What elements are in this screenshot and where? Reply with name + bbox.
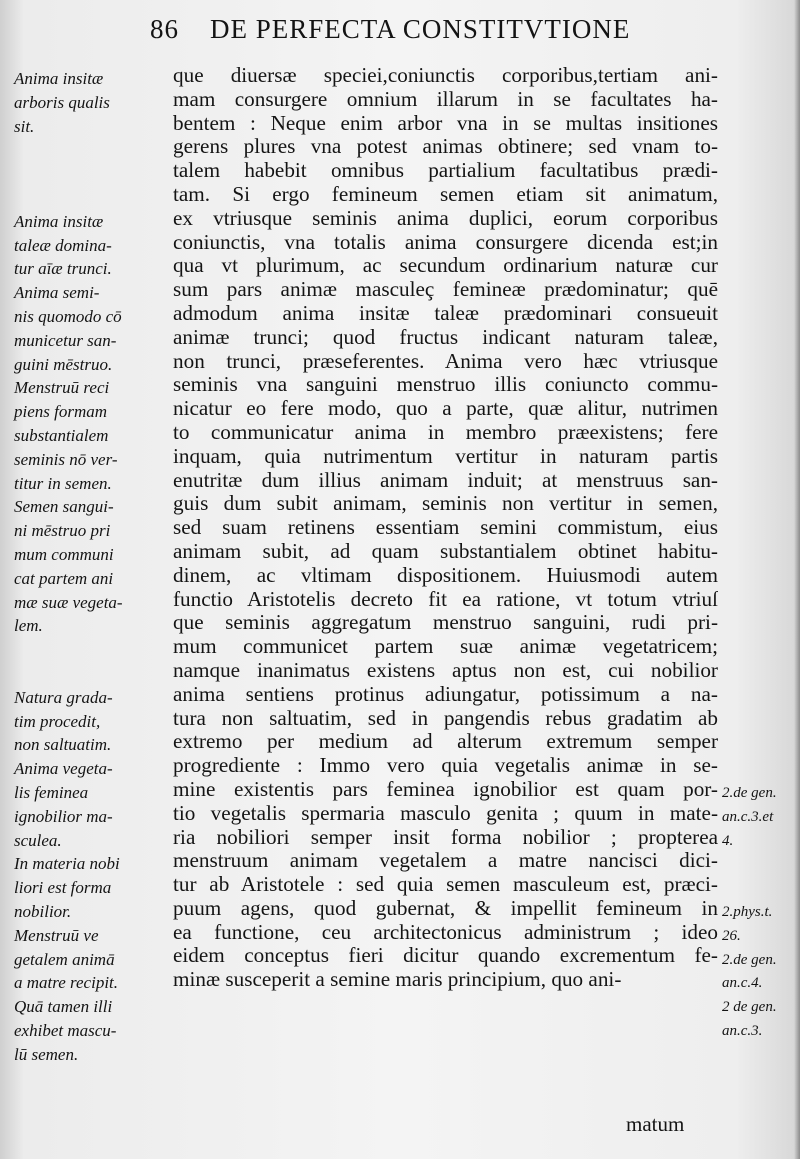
text-line: mam consurgere omnium illarum in se facultates ha- (173, 87, 718, 111)
citation-note-line: 2.de gen. (722, 951, 777, 968)
text-line: talem habebit omnibus partialium facultatibus prædi- (173, 159, 718, 183)
citation-note-line: an.c.4. (722, 975, 763, 992)
text-line: ea functione, ceu architectonicus administrum ; ideo (173, 920, 718, 944)
marginal-note-line: seminis nō ver- (14, 449, 118, 469)
marginal-note-line: nobilior. (14, 902, 72, 921)
marginal-note-line: Quā tamen illi (14, 997, 113, 1017)
marginal-note-line: substantialem (14, 426, 109, 445)
marginal-note-line: Menstruū reci (14, 378, 110, 398)
marginal-note-line: Anima insitæ (14, 69, 104, 88)
text-line: enutritæ dum illius animam induit; at menstruus san- (173, 468, 718, 492)
citation-note-line: 2 de gen. (722, 999, 777, 1016)
marginal-note-line: In materia nobi (14, 854, 120, 874)
text-line: guis dum subit animam, seminis non vertitur in semen, (173, 492, 718, 516)
marginal-note-line: Semen sangui- (14, 497, 114, 517)
marginal-note-line: taleæ domina- (14, 235, 112, 255)
text-line: tura non saltuatim, sed in pangendis rebus gradatim ab (173, 706, 718, 730)
marginal-note-line: Natura grada- (14, 687, 113, 707)
marginal-note-line: non saltuatim. (14, 735, 112, 755)
text-line: mine existentis pars feminea ignobilior est quam por- (173, 777, 718, 801)
marginal-note-line: municetur san- (14, 330, 117, 350)
citation-note-line: 2.de gen. (722, 785, 777, 801)
marginal-note-line: ignobilior ma- (14, 806, 113, 826)
marginal-note-line: getalem animā (14, 949, 115, 969)
marginal-note-line: ni mēstruo pri (14, 521, 111, 541)
text-line: eidem conceptus fieri dicitur quando excrementum fe- (173, 944, 718, 968)
text-line: seminis vna sanguini menstruo illis coniuncto commu- (173, 373, 718, 397)
text-line: puum agens, quod gubernat, & impellit femineum in (173, 896, 718, 920)
marginal-note-line: Anima semi- (14, 283, 100, 303)
text-line: minæ susceperit a semine maris principium, quo ani- (173, 968, 622, 992)
text-line: gerens plures vna potest animas obtinere; sed vnam to- (173, 135, 718, 159)
catchword: matum (626, 1112, 685, 1136)
text-line: inquam, quia nutrimentum vertitur in naturam partis (173, 444, 718, 468)
main-text-block (173, 64, 718, 992)
text-line: nicatur eo fere modo, quo a parte, quæ alitur, nutrimen (173, 397, 718, 421)
marginal-note-line: sculea. (14, 830, 62, 850)
marginal-note-line: piens formam (14, 402, 108, 422)
marginal-note-line: mæ suæ vegeta- (14, 592, 123, 612)
text-line: que seminis aggregatum menstruo sanguini, rudi pri- (173, 611, 718, 635)
text-line: tio vegetalis spermaria masculo genita ; quum in mate- (173, 801, 718, 825)
text-line: functio Aristotelis decreto fit ea ratione, vt totum vtriuſ (173, 587, 718, 611)
text-line: tam. Si ergo femineum semen etiam sit animatum, (173, 182, 718, 206)
citation-note-line: an.c.3.et (722, 808, 774, 825)
marginal-note-line: nis quomodo cō (14, 307, 122, 326)
text-line: ex vtriusque seminis anima duplici, eorum corporibus (173, 206, 718, 230)
citation-note-line: an.c.3. (722, 1023, 763, 1039)
text-line: coniunctis, vna totalis anima consurgere dicenda est;in (173, 230, 718, 254)
text-line: extremo per medium ad alterum extremum semper (173, 730, 718, 754)
marginal-note-line: tim procedit, (14, 711, 101, 731)
running-title: DE PERFECTA CONSTITVTIONE (210, 14, 631, 44)
marginal-note-line: exhibet mascu- (14, 1021, 117, 1040)
text-line: ria nobiliori semper insit forma nobilior ; propterea (173, 825, 718, 849)
text-line: animæ trunci; quod fructus indicant naturam taleæ, (173, 325, 718, 349)
citation-note-line: 2.phys.t. (722, 904, 773, 920)
text-line: sed suam retinens essentiam semini commistum, eius (173, 516, 718, 540)
marginal-note-line: titur in semen. (14, 473, 112, 493)
text-line: tur ab Aristotele : sed quia semen masculeum est, præci- (173, 873, 718, 897)
text-line: anima sentiens protinus adiungatur, potissimum a na- (173, 682, 718, 706)
text-line: dinem, ac vltimam dispositionem. Huiusmodi autem (173, 563, 718, 587)
marginal-note-line: tur aīæ trunci. (14, 259, 112, 279)
text-line: non trunci, præseferentes. Anima vero hæc vtriusque (173, 349, 718, 373)
text-line: mum communicet partem suæ animæ vegetatricem; (173, 635, 718, 659)
marginal-note-line: Menstruū ve (14, 925, 99, 945)
text-line: to communicatur anima in membro præexistens; fere (173, 420, 718, 444)
text-line: sum pars animæ masculeç femineæ prædominatur; quē (173, 278, 718, 302)
text-line: bentem : Neque enim arbor vna in se multas insitiones (173, 111, 718, 135)
text-line: que diuersæ speciei,coniunctis corporibus,tertiam ani- (173, 64, 718, 87)
marginal-note-line: cat partem ani (14, 568, 114, 588)
marginal-note-line: liori est forma (14, 878, 112, 898)
marginal-note-line: Anima insitæ (14, 211, 104, 231)
marginal-note-line: a matre recipit. (14, 973, 119, 993)
page-number: 86 (150, 14, 179, 44)
citation-note-line: 4. (722, 832, 734, 849)
text-line: admodum anima insitæ taleæ prædominari consueuit (173, 301, 718, 325)
marginal-note-line: lem. (14, 616, 43, 636)
marginal-note-line: lis feminea (14, 783, 89, 802)
marginal-note-line: guini mēstruo. (14, 354, 113, 374)
citation-note-line: 26. (722, 927, 741, 944)
marginal-note-line: arboris qualis (14, 92, 110, 112)
page-header (150, 14, 670, 50)
marginal-note-line: sit. (14, 116, 35, 136)
text-line: progrediente : Immo vero quia vegetalis animæ in se- (173, 754, 718, 778)
text-line: animam subit, ad quam substantialem obtinet habitu- (173, 539, 718, 563)
text-line: qua vt plurimum, ac secundum ordinarium naturæ cur (173, 254, 718, 278)
marginal-note-line: Anima vegeta- (14, 759, 113, 779)
text-line: menstruum animam vegetalem a matre nancisci dici- (173, 849, 718, 873)
text-line: namque inanimatus existens aptus non est, cui nobilior (173, 658, 718, 682)
marginal-note-line: mum communi (14, 545, 114, 564)
page-edge-shadow (794, 0, 800, 1159)
marginal-note-line: lū semen. (14, 1044, 79, 1064)
